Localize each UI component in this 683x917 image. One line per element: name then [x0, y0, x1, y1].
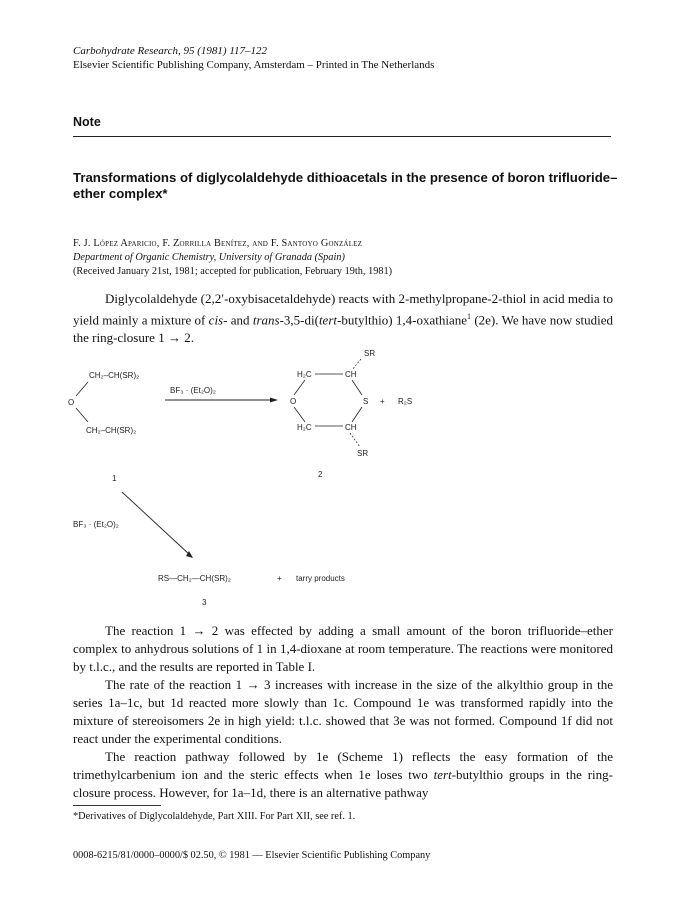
cmp3-products: tarry products: [296, 574, 345, 583]
footnote-rule: [73, 805, 161, 806]
cmp2-plus: +: [380, 397, 385, 406]
cmp2-sulfur: S: [363, 397, 369, 406]
cmp2-oxygen: O: [290, 397, 297, 406]
author-block: [73, 237, 392, 279]
reagent-label-2: BF₃ · (Et₂O)₂: [73, 520, 119, 529]
footnote: *Derivatives of Diglycolaldehyde, Part XIII. For Part XII, see ref. 1.: [73, 811, 356, 822]
cmp1-oxygen: O: [68, 398, 75, 407]
cmp2-sr-top: SR: [364, 349, 376, 358]
reagent-label-1: BF₃ · (Et₂O)₂: [170, 386, 216, 395]
publisher-line: Elsevier Scientific Publishing Company, Amsterdam – Printed in The Netherlands: [73, 59, 435, 71]
journal-header: [73, 44, 434, 72]
compound-label-3: 3: [202, 598, 207, 607]
intro-paragraph: Diglycolaldehyde (2,2′-oxybisacetaldehyde) reacts with 2-methylpropane-2-thiol in acid media to yield mainly a mixture of cis- and trans-3,5-di(tert-butylthio) 1,4-oxathiane$^1$ (2e). We have now studied the ring-closure 1 → 2.: [73, 291, 613, 346]
journal-citation: Carbohydrate Research, 95 (1981) 117–122: [73, 45, 267, 57]
cmp1-top-chain: CH₂–CH(SR)₂: [89, 371, 140, 380]
cmp2-h2c-bottom: H₂C: [297, 423, 312, 432]
body-paragraph-3: The reaction pathway followed by 1e (Scheme 1) reflects the easy formation of the trimethylcarbenium ion and the steric effects when 1e loses two tert-butylthio groups in the ring-closure process. However, for 1a–1d, there is an alternative pathway: [73, 749, 613, 800]
reaction-scheme: [0, 340, 683, 615]
body-paragraph-2: The rate of the reaction 1 → 3 increases with increase in the size of the alkylthio group in the series 1a–1c, but 1d reacted more slowly than 1c. Compound 1e was transformed rapidly into the mixture of stereoisomers 2e in high yield: t.l.c. showed that 3e was not formed. Compound 1f did not react under the experimental conditions.: [73, 677, 613, 746]
cmp2-sr-bottom: SR: [357, 449, 369, 458]
body-paragraph-1: The reaction 1 → 2 was effected by adding a small amount of the boron trifluoride–ether complex to anhydrous solutions of 1 in 1,4-dioxane at room temperature. The reactions were monitored by t.l.c., and the results are reported in Table I.: [73, 623, 613, 674]
cmp3-plus: +: [277, 574, 282, 583]
cmp2-h2c-top: H₂C: [297, 370, 312, 379]
header-rule: [73, 136, 611, 137]
compound-label-2: 2: [318, 470, 323, 479]
section-label: Note: [73, 115, 101, 129]
department: Department of Organic Chemistry, University of Granada (Spain): [73, 252, 345, 263]
cmp2-r2s: R₂S: [398, 397, 413, 406]
article-title: Transformations of diglycolaldehyde dithioacetals in the presence of boron trifluoride–ether complex*: [73, 170, 618, 201]
body-text: [73, 622, 613, 802]
cmp2-ch-bottom: CH: [345, 423, 357, 432]
compound-label-1: 1: [112, 474, 117, 483]
received-dates: (Received January 21st, 1981; accepted for publication, February 19th, 1981): [73, 266, 393, 277]
author-names: F. J. López Aparicio, F. Zorrilla Benítez, and F. Santoyo González: [73, 238, 363, 249]
cmp3-formula: RS—CH₂—CH(SR)₂: [158, 574, 231, 583]
copyright-line: 0008-6215/81/0000–0000/$ 02.50, © 1981 — Elsevier Scientific Publishing Company: [73, 850, 431, 861]
cmp1-bottom-chain: CH₂–CH(SR)₂: [86, 426, 137, 435]
cmp2-ch-top: CH: [345, 370, 357, 379]
